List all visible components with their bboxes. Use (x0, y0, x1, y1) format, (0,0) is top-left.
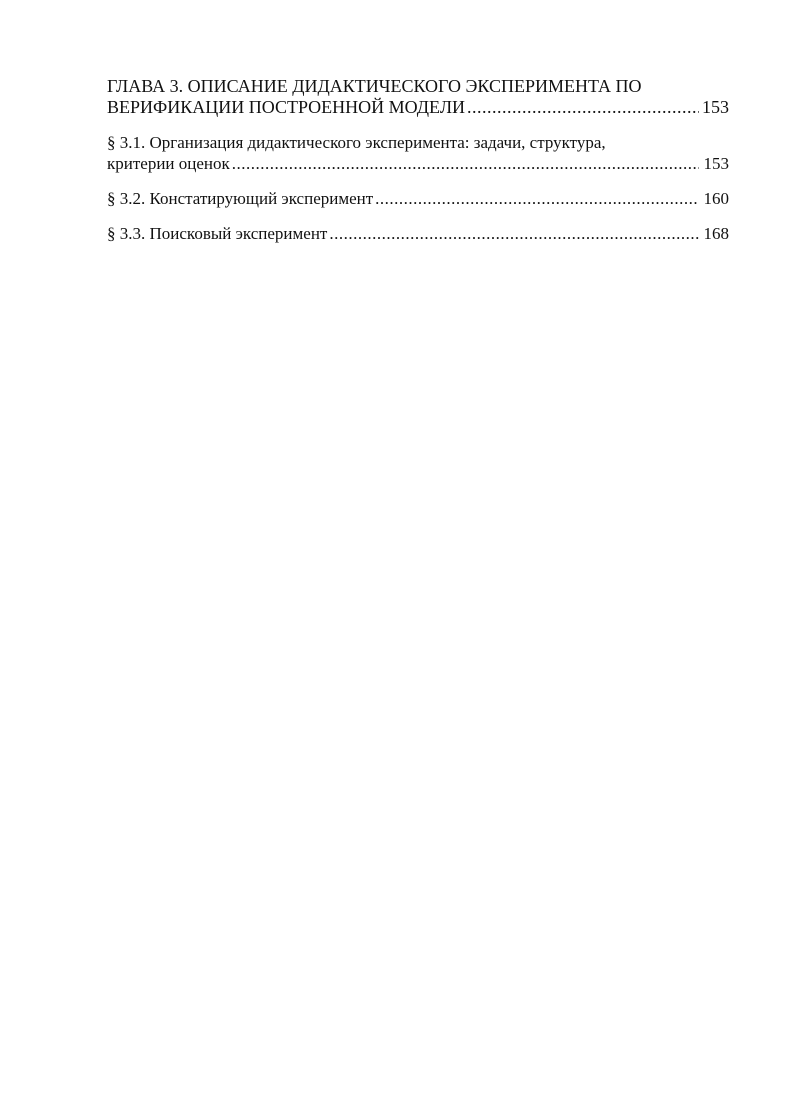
toc-entry-3-1 (107, 132, 729, 174)
toc-entry-page: 153 (703, 154, 729, 173)
leader-dots (232, 153, 699, 174)
table-of-contents (107, 76, 729, 258)
toc-entry-title-line1: § 3.1. Организация дидактического эксперимента: задачи, структура, (107, 133, 606, 152)
leader-dots (467, 97, 699, 118)
toc-entry-line (107, 76, 729, 97)
toc-entry-3-2 (107, 188, 729, 209)
leader-dots (375, 188, 699, 209)
toc-entry-title-line2: ВЕРИФИКАЦИИ ПОСТРОЕННОЙ МОДЕЛИ (107, 97, 466, 117)
toc-entry-chapter-3 (107, 76, 729, 118)
toc-entry-3-3 (107, 223, 729, 244)
toc-entry-line (107, 132, 729, 153)
toc-entry-line (107, 153, 729, 174)
toc-entry-page: 153 (702, 97, 729, 117)
leader-dots (329, 223, 699, 244)
toc-entry-title: § 3.2. Констатирующий эксперимент (107, 189, 374, 208)
toc-entry-title-line1: ГЛАВА 3. ОПИСАНИЕ ДИДАКТИЧЕСКОГО ЭКСПЕРИМЕНТА ПО (107, 76, 642, 96)
toc-entry-line (107, 223, 729, 244)
toc-entry-title-line2: критерии оценок (107, 154, 230, 173)
toc-entry-title: § 3.3. Поисковый эксперимент (107, 224, 328, 243)
toc-entry-page: 168 (703, 224, 729, 243)
toc-entry-line (107, 188, 729, 209)
toc-entry-line (107, 97, 729, 118)
toc-entry-page: 160 (703, 189, 729, 208)
